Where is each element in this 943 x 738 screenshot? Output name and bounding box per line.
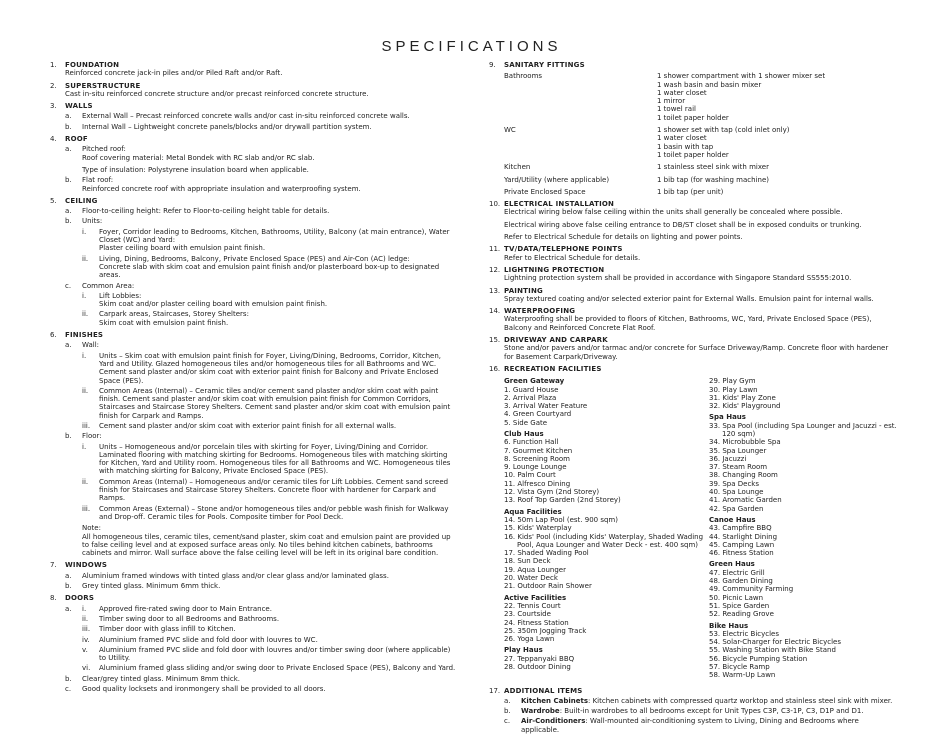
section-number: 15. (489, 336, 501, 345)
facility-item: 36. Jacuzzi (709, 454, 747, 463)
recreation-column (709, 377, 899, 682)
note-text: Note: (82, 524, 101, 533)
facility-group-title: Canoe Haus (709, 515, 756, 524)
spec-section (489, 336, 899, 361)
section-heading: LIGHTNING PROTECTION (504, 265, 605, 274)
facility-item: 38. Changing Room (709, 471, 778, 480)
sub-item (65, 572, 458, 580)
section-heading: RECREATION FACILITIES (504, 364, 602, 373)
facility-item: 29. Play Gym (709, 377, 756, 386)
roman-numeral: iv. (82, 635, 90, 644)
section-number: 9. (489, 61, 496, 69)
sub-item (65, 217, 458, 279)
sanitary-row (504, 176, 899, 184)
facility-item: 16. Kids' Pool (including Kids' Waterplay, Shaded Wading Pool, Aqua Lounger and Water Deck - est. 400 sqm) (504, 532, 704, 549)
sub-text: Pitched roof: (82, 145, 126, 154)
facility-item: 15. Kids' Waterplay (504, 524, 572, 533)
sub-item (65, 432, 458, 521)
facility-group-title: Green Gateway (504, 377, 565, 386)
facility-item: 45. Camping Lawn (709, 540, 775, 549)
sub-sub-item (82, 310, 458, 327)
section-heading: WINDOWS (65, 561, 108, 570)
facility-item: 47. Electric Grill (709, 568, 765, 577)
sub-sub-text: Aluminium framed PVC slide and fold door with louvres and/or timber swing door (where applicable) to Utility. (99, 645, 451, 663)
sanitary-items (657, 163, 899, 171)
facility-item: 1. Guard House (504, 385, 559, 394)
section-heading: PAINTING (504, 286, 543, 295)
sub-text: Wall: (82, 341, 100, 350)
sub-sub-text: Carpark areas, Staircases, Storey Shelters: (99, 310, 249, 319)
facility-item: 42. Spa Garden (709, 504, 764, 513)
additional-item (504, 707, 899, 715)
facility-item: 21. Outdoor Rain Shower (504, 582, 592, 591)
sanitary-item: 1 shower set with tap (cold inlet only) (657, 126, 790, 135)
sub-text: Grey tinted glass. Minimum 6mm thick. (82, 582, 221, 591)
note (65, 524, 458, 557)
spec-section (50, 331, 458, 557)
facility-group-title: Spa Haus (709, 413, 746, 422)
roman-numeral: iii. (82, 421, 91, 430)
spec-section (489, 266, 899, 283)
additional-label: Air-Conditioners (521, 717, 586, 726)
facility-item: 39. Spa Decks (709, 479, 760, 488)
spec-section (50, 102, 458, 131)
sub-text: Floor: (82, 432, 102, 441)
sub-item (65, 582, 458, 590)
sub-text: Aluminium framed windows with tinted glass and/or clear glass and/or laminated glass. (82, 571, 389, 580)
facility-item: 37. Steam Room (709, 463, 768, 472)
sanitary-item: 1 bib tap (per unit) (657, 187, 724, 196)
roman-numeral: i. (82, 442, 87, 451)
section-number: 12. (489, 265, 501, 274)
page-title: SPECIFICATIONS (381, 38, 562, 55)
roman-numeral: iii. (82, 625, 91, 634)
facility-item: 14. 50m Lap Pool (est. 900 sqm) (504, 515, 618, 524)
section-heading: FOUNDATION (65, 61, 120, 69)
facility-item: 57. Bicycle Ramp (709, 663, 770, 671)
spec-section (489, 200, 899, 241)
sub-letter: b. (65, 176, 72, 185)
sub-sub-item (82, 636, 458, 644)
facility-group-title: Play Haus (504, 646, 543, 655)
sub-letter: b. (65, 432, 72, 441)
section-text: Cast in-situ reinforced concrete structure and/or precast reinforced concrete structure. (65, 89, 369, 98)
sanitary-row (504, 126, 899, 159)
sub-text: Internal Wall – Lightweight concrete panels/blocks and/or drywall partition system. (82, 122, 372, 131)
facility-group-title: Active Facilities (504, 593, 567, 602)
additional-text: Wardrobe: Built-in wardrobes to all bedrooms except for Unit Types C3P, C3-1P, C3, D1P and D1. (521, 707, 864, 716)
sanitary-items (657, 126, 899, 159)
section-text: Spray textured coating and/or selected exterior paint for External Walls. Emulsion paint for internal walls. (504, 294, 874, 303)
sub-text: Clear/grey tinted glass. Minimum 8mm thick. (82, 674, 241, 683)
sub-letter: b. (504, 707, 511, 716)
sub-item (65, 123, 458, 131)
sub-item (65, 282, 458, 327)
facility-group (709, 622, 899, 680)
facility-item: 7. Gourmet Kitchen (504, 446, 573, 455)
additional-item (504, 697, 899, 705)
section-text: Waterproofing shall be provided to floors of Kitchen, Bathrooms, WC, Yard, Private Enclosed Space (PES), Balcony and Reinforced Concrete Flat Roof. (504, 315, 872, 332)
roman-numeral: ii. (82, 310, 89, 319)
sub-item (65, 341, 458, 430)
section-text: Electrical wiring above false ceiling entrance to DB/ST closet shall be in exposed conduits or trunking. (504, 220, 862, 229)
facility-group (504, 508, 709, 591)
sub-letter: a. (504, 696, 511, 705)
section-number: 8. (50, 594, 57, 603)
section-number: 7. (50, 561, 57, 570)
sub-text: Units: (82, 217, 103, 226)
spec-section (50, 135, 458, 193)
sanitary-area: WC (504, 126, 516, 135)
facility-item: 56. Bicycle Pumping Station (709, 654, 808, 663)
facility-group-title: Bike Haus (709, 621, 749, 630)
facility-item: 18. Sun Deck (504, 557, 551, 566)
sub-sub-item (82, 615, 458, 623)
facility-item: 19. Aqua Lounger (504, 565, 566, 574)
facility-group (709, 413, 899, 513)
sub-text: Floor-to-ceiling height: Refer to Floor-to-ceiling height table for details. (82, 207, 330, 216)
section-text: Reinforced concrete jack-in piles and/or Piled Raft and/or Raft. (65, 69, 283, 78)
sub-sub-text: Timber door with glass infill to Kitchen. (99, 625, 236, 634)
roman-numeral: ii. (82, 614, 89, 623)
facility-group (709, 377, 899, 410)
facility-item: 48. Garden Dining (709, 577, 773, 586)
sub-sub-item (82, 443, 458, 476)
sanitary-area: Kitchen (504, 163, 531, 172)
sub-item (65, 605, 458, 673)
sanitary-row (504, 72, 899, 122)
spec-section (50, 197, 458, 327)
roman-numeral: i. (82, 291, 87, 300)
sub-sub-item (82, 605, 458, 613)
sub-text: Common Area: (82, 281, 135, 290)
additional-text: Air-Conditioners: Wall-mounted air-conditioning system to Living, Dining and Bedrooms where applicable. (521, 717, 859, 734)
facility-item: 5. Side Gate (504, 418, 548, 427)
facility-item: 31. Kids' Play Zone (709, 393, 776, 402)
sub-text: Reinforced concrete roof with appropriate insulation and waterproofing system. (82, 184, 361, 193)
roman-numeral: i. (82, 604, 87, 613)
section-number: 1. (50, 61, 57, 69)
section-number: 3. (50, 102, 57, 111)
facility-item: 13. Roof Top Garden (2nd Storey) (504, 496, 621, 505)
facility-item: 32. Kids' Playground (709, 402, 781, 411)
section-text: Stone and/or pavers and/or tarmac and/or concrete for Surface Driveway/Ramp. Concrete floor with hardener for Basement Carpark/Driveway. (504, 344, 889, 361)
sub-letter: c. (65, 281, 72, 290)
facility-group-title: Green Haus (709, 560, 755, 569)
facility-item: 58. Warm-Up Lawn (709, 671, 776, 680)
sanitary-item: 1 water closet (657, 88, 707, 97)
sub-item (65, 176, 458, 193)
spec-section-sanitary (489, 61, 899, 196)
facility-item: 34. Microbubble Spa (709, 438, 781, 447)
sub-sub-item (82, 646, 458, 663)
sub-sub-text: Units – Skim coat with emulsion paint finish for Foyer, Living/Dining, Bedrooms, Corridor, Kitchen, Yard and Utility. Glazed homogeneous tiles and/or homogeneous tiles for all Bathrooms and WC. Cement sand plaster and/or skim coat with exterior paint finish for Balcony and Private Enclosed Space (PES). (99, 351, 442, 385)
sub-sub-item (82, 352, 458, 385)
sub-text: Flat roof: (82, 176, 114, 185)
sub-letter: a. (65, 207, 72, 216)
facility-item: 8. Screening Room (504, 454, 570, 463)
facility-item: 24. Fitness Station (504, 618, 569, 627)
sub-sub-text: Timber swing door to all Bedrooms and Bathrooms. (99, 614, 280, 623)
facility-item: 30. Play Lawn (709, 385, 758, 394)
sub-letter: b. (65, 217, 72, 226)
sub-item (65, 685, 458, 693)
sub-sub-text: Aluminium framed PVC slide and fold door with louvres to WC. (99, 635, 318, 644)
sub-text: Good quality locksets and ironmongery shall be provided to all doors. (82, 685, 326, 693)
roman-numeral: i. (82, 227, 87, 236)
roman-numeral: ii. (82, 254, 89, 263)
spec-section (489, 307, 899, 332)
facility-item: 4. Green Courtyard (504, 410, 572, 419)
sanitary-area: Bathrooms (504, 72, 543, 81)
recreation-columns (504, 377, 899, 682)
additional-label: Kitchen Cabinets (521, 696, 588, 705)
sub-letter: a. (65, 341, 72, 350)
sub-sub-item (82, 422, 458, 430)
sub-sub-text: Foyer, Corridor leading to Bedrooms, Kitchen, Bathrooms, Utility, Balcony (at main entrance), Water Closet (WC) and Yard: (99, 227, 450, 245)
sub-letter: a. (65, 571, 72, 580)
sub-letter: a. (65, 145, 72, 154)
facility-item: 6. Function Hall (504, 438, 559, 447)
facility-item: 10. Palm Court (504, 471, 556, 480)
roman-numeral: vi. (82, 664, 91, 673)
sub-sub-text: Common Areas (Internal) – Ceramic tiles and/or cement sand plaster and/or skim coat with paint finish. Cement sand plaster and/or skim coat with emulsion paint finish for Common Corridors, Staircases and Staircase Storey Shelters. Cement sand plaster and/or skim coat with emulsion paint finish for Carpark and Ramps. (99, 386, 451, 420)
sub-letter: c. (65, 685, 72, 693)
facility-group (709, 560, 899, 618)
sanitary-row (504, 163, 899, 171)
sub-text: Type of insulation: Polystyrene insulation board when applicable. (82, 165, 309, 174)
section-heading: WALLS (65, 102, 93, 111)
facility-item: 2. Arrival Plaza (504, 393, 557, 402)
facility-group (504, 646, 709, 671)
additional-label: Wardrobe (521, 707, 560, 716)
sub-item (65, 145, 458, 174)
sanitary-item: 1 mirror (657, 97, 686, 106)
sub-sub-item (82, 387, 458, 420)
sub-text: External Wall – Precast reinforced concrete walls and/or cast in-situ reinforced concrete walls. (82, 112, 410, 121)
facility-item: 50. Picnic Lawn (709, 593, 764, 602)
section-number: 16. (489, 364, 501, 373)
facility-item: 9. Lounge Lounge (504, 463, 567, 472)
note-text: All homogeneous tiles, ceramic tiles, cement/sand plaster, skim coat and emulsion paint are provided up to false ceiling level and at exposed surface areas only. No tiles behind kitchen cabinets, bathrooms cabinets and mirror. Wall surface above the false ceiling level will be left in its original bare condition. (82, 532, 451, 558)
sanitary-items (657, 72, 899, 122)
sanitary-item: 1 stainless steel sink with mixer (657, 163, 769, 172)
facility-item: 49. Community Farming (709, 585, 794, 594)
sanitary-area: Private Enclosed Space (504, 187, 586, 196)
facility-item: 26. Yoga Lawn (504, 635, 555, 644)
roman-numeral: i. (82, 351, 87, 360)
facility-group (504, 377, 709, 427)
sanitary-area: Yard/Utility (where applicable) (504, 175, 610, 184)
section-heading: SANITARY FITTINGS (504, 61, 585, 69)
sanitary-row (504, 188, 899, 196)
sub-sub-text: Approved fire-rated swing door to Main Entrance. (99, 604, 272, 613)
facility-item: 27. Teppanyaki BBQ (504, 654, 575, 663)
section-number: 17. (489, 686, 501, 695)
section-heading: ADDITIONAL ITEMS (504, 686, 583, 695)
section-text: Electrical wiring below false ceiling within the units shall generally be concealed where possible. (504, 208, 843, 217)
section-heading: FINISHES (65, 331, 104, 340)
sub-sub-text: Common Areas (External) – Stone and/or homogeneous tiles and/or pebble wash finish for Walkway and Drop-off. Ceramic tiles for Pools. Composite timber for Pool Deck. (99, 504, 449, 521)
facility-item: 35. Spa Lounger (709, 446, 767, 455)
sanitary-item: 1 toilet paper holder (657, 113, 729, 122)
sub-letter: a. (65, 604, 72, 613)
spec-section (50, 61, 458, 78)
additional-item (504, 717, 899, 734)
facility-item: 25. 350m Jogging Track (504, 626, 587, 635)
facility-item: 3. Arrival Water Feature (504, 402, 588, 411)
sub-sub-text: Common Areas (Internal) – Homogeneous and/or ceramic tiles for Lift Lobbies. Cement sand screed finish for Staircases and Staircase Storey Shelters. Concrete floor with hardener for Carpark and Ramps. (99, 477, 449, 503)
sanitary-item: 1 bib tap (for washing machine) (657, 175, 769, 184)
sub-item (65, 207, 458, 215)
sub-sub-text: Units – Homogeneous and/or porcelain tiles with skirting for Foyer, Living/Dining and Corridor. Laminated flooring with matching skirting for Bedrooms. Homogeneous tiles with matching skirting for Kitchen, Yard and Utility room. Homogeneous tiles for all Bathrooms and WC. Homogeneous tiles with matching skirting for Balcony, Private Enclosed Space (PES). (99, 442, 451, 476)
section-number: 11. (489, 245, 501, 254)
sub-letter: a. (65, 112, 72, 121)
sanitary-items (657, 188, 899, 196)
facility-item: 28. Outdoor Dining (504, 663, 571, 671)
additional-text: Kitchen Cabinets: Kitchen cabinets with compressed quartz worktop and stainless steel sink with mixer. (521, 696, 893, 705)
sub-text: Roof covering material: Metal Bondek with RC slab and/or RC slab. (82, 153, 315, 162)
section-heading: ROOF (65, 135, 88, 144)
section-number: 4. (50, 135, 57, 144)
sub-item (65, 112, 458, 120)
recreation-column (504, 377, 709, 682)
sub-sub-text: Plaster ceiling board with emulsion paint finish. (99, 244, 266, 253)
spec-section (50, 561, 458, 590)
sub-sub-item (82, 625, 458, 633)
facility-item: 51. Spice Garden (709, 601, 770, 610)
sub-sub-item (82, 292, 458, 309)
sanitary-item: 1 towel rail (657, 105, 696, 114)
section-heading: CEILING (65, 196, 98, 205)
sanitary-item: 1 wash basin and basin mixer (657, 80, 762, 89)
spec-section-additional (489, 687, 899, 734)
facility-item: 44. Starlight Dining (709, 532, 778, 541)
facility-group (504, 430, 709, 505)
spec-section (489, 287, 899, 304)
sub-sub-item (82, 478, 458, 503)
sub-letter: b. (65, 582, 72, 591)
sanitary-item: 1 toilet paper holder (657, 150, 729, 159)
sub-sub-text: Lift Lobbies: (99, 291, 142, 300)
roman-numeral: iii. (82, 504, 91, 513)
spec-section (50, 594, 458, 693)
roman-numeral: ii. (82, 477, 89, 486)
section-heading: DRIVEWAY AND CARPARK (504, 336, 608, 345)
facility-item: 46. Fitness Station (709, 549, 774, 558)
facility-group (504, 594, 709, 644)
sanitary-item: 1 water closet (657, 134, 707, 143)
roman-numeral: v. (82, 645, 88, 654)
facility-item: 40. Spa Lounge (709, 488, 764, 497)
sub-sub-text: Cement sand plaster and/or skim coat with exterior paint finish for all external walls. (99, 421, 397, 430)
facility-item: 52. Reading Grove (709, 610, 774, 619)
facility-item: 53. Electric Bicycles (709, 629, 780, 638)
sub-sub-text: Skim coat and/or plaster ceiling board with emulsion paint finish. (99, 300, 328, 309)
section-text: Lightning protection system shall be provided in accordance with Singapore Standard SS555:2010. (504, 274, 852, 283)
sanitary-item: 1 shower compartment with 1 shower mixer set (657, 72, 826, 81)
sub-sub-text: Skim coat with emulsion paint finish. (99, 318, 229, 327)
sub-sub-item (82, 505, 458, 522)
sub-sub-item (82, 664, 458, 672)
sanitary-items (657, 176, 899, 184)
right-column (489, 61, 899, 738)
facility-item: 17. Shaded Wading Pool (504, 549, 589, 558)
facility-item: 12. Vista Gym (2nd Storey) (504, 488, 600, 497)
section-number: 14. (489, 307, 501, 316)
sanitary-item: 1 basin with tap (657, 142, 714, 151)
sub-item (65, 675, 458, 683)
spec-section-recreation (489, 365, 899, 683)
facility-item: 54. Solar-Charger for Electric Bicycles (709, 638, 841, 647)
section-heading: SUPERSTRUCTURE (65, 81, 141, 90)
section-number: 10. (489, 200, 501, 209)
section-number: 2. (50, 81, 57, 90)
section-heading: WATERPROOFING (504, 307, 576, 316)
spec-section (50, 82, 458, 99)
section-heading: DOORS (65, 594, 95, 603)
facility-item: 22. Tennis Court (504, 601, 561, 610)
section-number: 13. (489, 286, 501, 295)
section-heading: ELECTRICAL INSTALLATION (504, 200, 615, 209)
facility-item: 43. Campfire BBQ (709, 524, 772, 533)
sub-sub-item (82, 255, 458, 280)
sub-sub-text: Aluminium framed glass sliding and/or swing door to Private Enclosed Space (PES), Balcony and Yard. (99, 664, 456, 673)
sub-sub-text: Concrete slab with skim coat and emulsion paint finish and/or plasterboard box-up to designated areas. (99, 262, 440, 280)
section-text: Refer to Electrical Schedule for details. (504, 253, 641, 262)
facility-item: 11. Alfresco Dining (504, 479, 571, 488)
roman-numeral: ii. (82, 386, 89, 395)
section-text: Refer to Electrical Schedule for details on lighting and power points. (504, 233, 743, 242)
facility-group (709, 516, 899, 557)
sub-sub-item (82, 228, 458, 253)
facility-group-title: Aqua Facilities (504, 507, 562, 516)
spec-section (489, 245, 899, 262)
sub-letter: b. (65, 122, 72, 131)
left-column (50, 61, 458, 697)
facility-item: 55. Washing Station with Bike Stand (709, 646, 836, 655)
section-number: 5. (50, 196, 57, 205)
sub-sub-text: Living, Dining, Bedrooms, Balcony, Private Enclosed Space (PES) and Air-Con (AC) ledge: (99, 254, 410, 263)
facility-item: 20. Water Deck (504, 574, 558, 583)
facility-group-title: Club Haus (504, 429, 544, 438)
section-number: 6. (50, 331, 57, 340)
facility-item: 23. Courtside (504, 610, 551, 619)
facility-item: 41. Aromatic Garden (709, 496, 782, 505)
facility-item: 33. Spa Pool (including Spa Lounger and Jacuzzi - est. 120 sqm) (709, 421, 897, 438)
sub-letter: b. (65, 674, 72, 683)
sub-letter: c. (504, 717, 511, 726)
section-heading: TV/DATA/TELEPHONE POINTS (504, 245, 623, 254)
